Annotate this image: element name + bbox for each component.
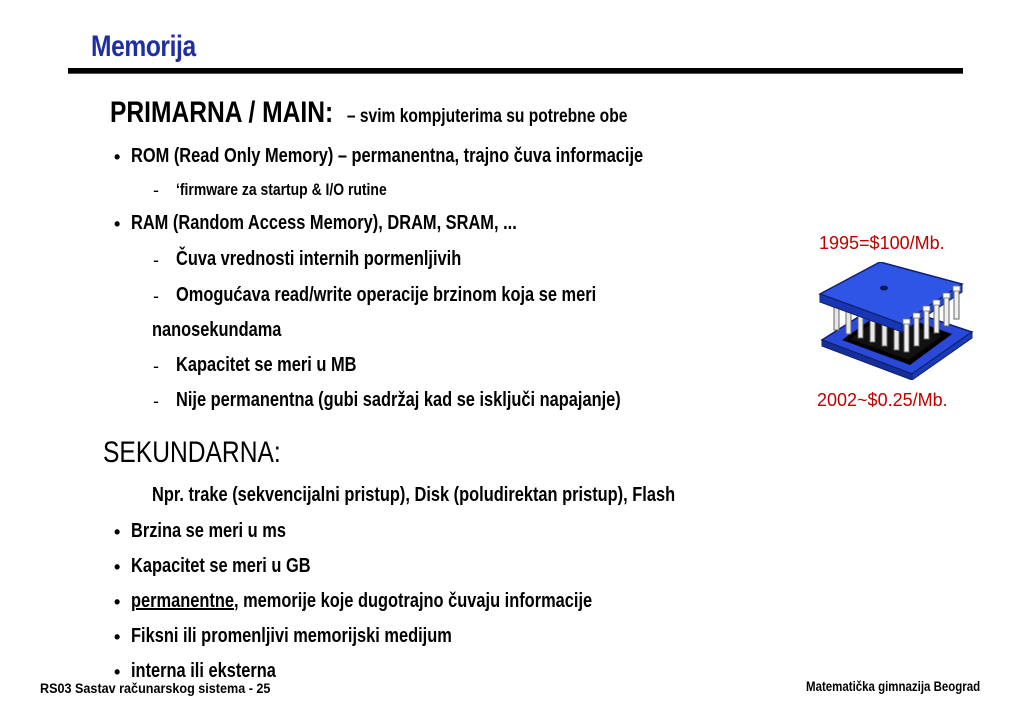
page-title: Memorija — [91, 30, 196, 63]
primary-heading-row — [110, 96, 741, 130]
footer-right: Matematička gimnazija Beograd — [806, 678, 981, 694]
bullet-dot: • — [114, 147, 121, 167]
secondary-item-speed: Brzina se meri u ms — [131, 520, 286, 542]
price-1995: 1995=$100/Mb. — [819, 233, 945, 253]
dash-marker: - — [153, 356, 159, 376]
secondary-heading: SEKUNDARNA: — [103, 436, 281, 469]
primary-heading-note: – svim kompjuterima su potrebne obe — [346, 106, 628, 127]
footer-left: RS03 Sastav računarskog sistema - 25 — [40, 680, 271, 696]
bullet-dot: • — [114, 627, 121, 647]
secondary-item-medium: Fiksni ili promenljivi memorijski medijum — [131, 625, 452, 647]
dash-marker: - — [153, 286, 159, 306]
ram-subitem-2: Omogućava read/write operacije brzinom koja se meri — [176, 284, 597, 306]
ram-item: RAM (Random Access Memory), DRAM, SRAM, ... — [131, 212, 517, 234]
ram-subitem-2-cont: nanosekundama — [152, 319, 282, 341]
bullet-dot: • — [114, 522, 121, 542]
rom-subitem: ‘firmware za startup & I/O rutine — [176, 180, 387, 199]
dash-marker: - — [153, 180, 159, 200]
ram-subitem-3: Kapacitet se meri u MB — [176, 354, 357, 376]
bullet-dot: • — [114, 662, 121, 682]
title-divider — [68, 68, 963, 74]
rom-item: ROM (Read Only Memory) – permanentna, trajno čuva informacije — [131, 145, 644, 167]
primary-heading: PRIMARNA / MAIN: — [110, 96, 334, 129]
secondary-item-permanent: permanentne, memorije koje dugotrajno čuvaju informacije — [131, 590, 593, 612]
underlined-term: permanentne — [131, 590, 234, 612]
price-2002: 2002~$0.25/Mb. — [817, 390, 948, 410]
memory-chip-icon — [812, 262, 982, 380]
bullet-dot: • — [114, 557, 121, 577]
ram-subitem-4: Nije permanentna (gubi sadržaj kad se isključi napajanje) — [176, 389, 621, 411]
ram-subitem-1: Čuva vrednosti internih pormenljivih — [176, 248, 462, 270]
dash-marker: - — [153, 391, 159, 411]
bullet-dot: • — [114, 592, 121, 612]
bullet-dot: • — [114, 214, 121, 234]
secondary-item-location: interna ili eksterna — [131, 660, 276, 682]
secondary-item-capacity: Kapacitet se meri u GB — [131, 555, 311, 577]
secondary-intro: Npr. trake (sekvencijalni pristup), Disk (poludirektan pristup), Flash — [152, 484, 676, 506]
dash-marker: - — [153, 250, 159, 270]
